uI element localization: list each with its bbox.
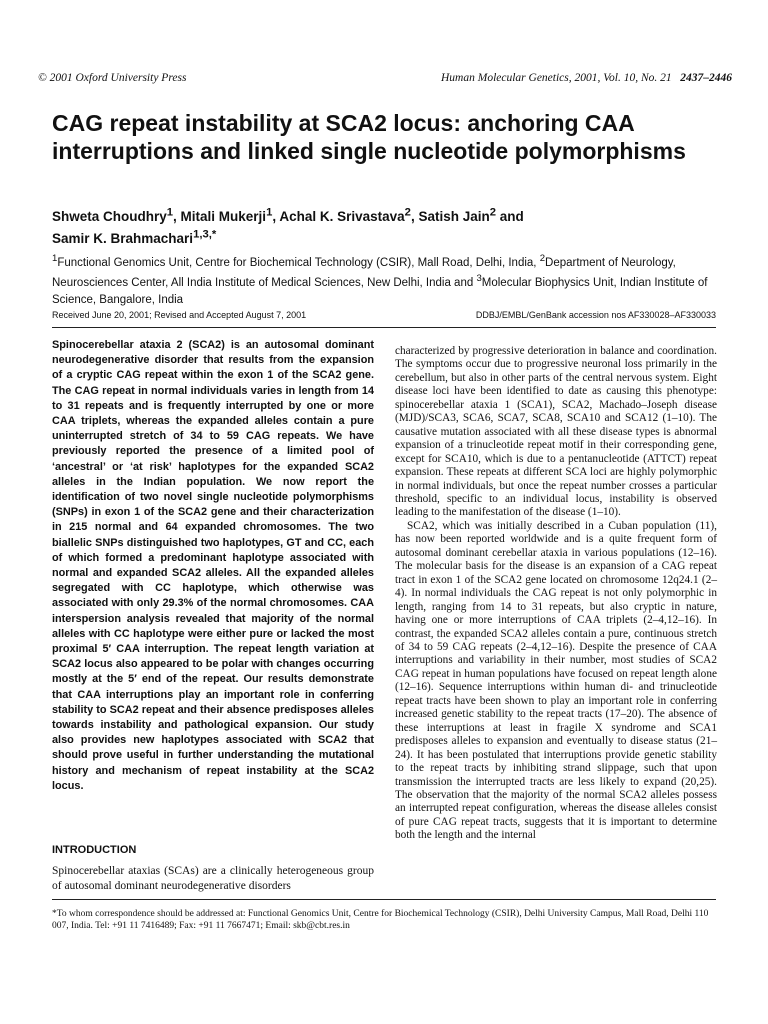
author: Achal K. Srivastava$^2$,: [279, 206, 419, 224]
affiliations: [52, 251, 732, 308]
copyright-notice: © 2001 Oxford University Press: [38, 72, 187, 84]
author: Shweta Choudhry$^1$,: [52, 206, 181, 224]
author: Samir K. Brahmachari$^{1,3,*}$: [52, 228, 217, 246]
right-column: [395, 345, 717, 843]
correspondence-footnote: *To whom correspondence should be addressed at: Functional Genomics Unit, Centre for Biochemical Technology (CSIR), Delhi University Campus, Mall Road, Delhi 110 007, India. Tel: +91 11 7416489; Fax: +91 11 7667471; Email: skb@cbt.res.in: [52, 909, 709, 931]
affiliation: $^1$Functional Genomics Unit, Centre for Biochemical Technology (CSIR), Mall Road, Delhi, India,: [52, 253, 540, 269]
journal-citation: [441, 72, 732, 84]
page-range: 2437–2446: [680, 72, 732, 84]
section-heading-introduction: INTRODUCTION: [52, 844, 137, 856]
introduction-text: Spinocerebellar ataxias (SCAs) are a clinically heterogeneous group of autosomal dominant neurodegenerative disorders: [52, 865, 374, 893]
divider-footnote: [52, 899, 716, 900]
abstract: Spinocerebellar ataxia 2 (SCA2) is an autosomal dominant neurodegenerative disorder that results from the expansion of a cryptic CAG repeat within the exon 1 of the SCA2 gene. The CAG repeat in normal individuals varies in length from 14 to 31 repeats and is frequently interrupted by one or more CAA triplets, whereas the expanded alleles contain a pure uninterrupted stretch of 34 to 59 CAG repeats. We have previously reported the presence of a limited pool of ‘ancestral’ or ‘at risk’ haplotypes for the expanded SCA2 alleles in the Indian population. We now report the identification of two novel single nucleotide polymorphisms (SNPs) in exon 1 of the SCA2 gene and their characterization in 215 normal and 64 expanded chromosomes. The two biallelic SNPs distinguished two haplotypes, GT and CC, each of which formed a predominant haplotype associated with normal and expanded SCA2 alleles. All the expanded alleles segregated with CC haplotype, which otherwise was associated with only 29.3% of the normal chromosomes. CAA interspersion analysis revealed that majority of the normal alleles with CC haplotype were either pure or lacked the most proximal 5′ CAA interruption. The repeat length variation at SCA2 locus also appeared to be polar with changes occurring mostly at the 5′ end of the repeat. Our results demonstrate that CAA interruptions play an important role in conferring stability to SCA2 repeat and their absence predisposes alleles towards instability and pathological expansion. Our study also provides new haplotypes associated with SCA2 that should prove useful in further understanding the mutational history and mechanism of repeat instability at the SCA2 locus.: [52, 339, 374, 792]
paragraph: SCA2, which was initially described in a Cuban population (11), has now been reported worldwide and is a quite frequent form of autosomal dominant cerebellar ataxia in various populations (12–16). The molecular basis for the disease is an expansion of a CAG repeat tract in exon 1 of the SCA2 gene located on chromosome 12q24.1 (2–4). In normal individuals the CAG repeat is not only polymorphic in length, ranging from 14 to 31 repeats, but also cryptic in nature, having one or more interruptions of CAA triplets (2–4,12–16). In contrast, the expanded SCA2 alleles contain a pure, continuous stretch of 34 to 59 CAG repeats (2–4,12–16). Despite the presence of CAA interruptions and variability in their number, most studies of SCA2 CAG repeat in human populations have focused on repeat length alone (12–16). Sequence interruptions within human di- and trinucleotide repeat tracts have been shown to play an important role in conferring increased genetic stability to the repeat tracts (17–20). The absence of these interruptions at least in fragile X syndrome and SCA1 predisposes alleles to expansion and eventually to disease status (21–24). It has been postulated that interruptions provide genetic stability to the repeat tracts by inhibiting strand slippage, such that upon transmission the interrupted tracts are less likely to expand (20,25). The observation that the majority of the normal SCA2 alleles possess an interrupted repeat configuration, whereas the disease alleles consist of pure CAG repeat tracts, suggests that it is important to determine both the length and the internal: [395, 519, 717, 842]
divider-top: [52, 327, 716, 328]
author: Satish Jain$^2$ and: [418, 206, 524, 224]
author-list: [52, 203, 732, 248]
article-title: CAG repeat instability at SCA2 locus: anchoring CAA interruptions and linked single nucleotide polymorphisms: [52, 110, 686, 164]
author: Mitali Mukerji$^1$,: [180, 206, 280, 224]
paragraph: characterized by progressive deterioration in balance and coordination. The symptoms occur due to progressive neuronal loss primarily in the cerebellum, but also in other parts of the central nervous system. Eight disease loci have been identified to date as causing this phenotype: spinocerebellar ataxia 1 (SCA1), SCA2, Machado–Joseph disease (MJD)/SCA3, SCA6, SCA7, SCA8, SCA10 and SCA12 (1–10). The causative mutation associated with all these disease types is abnormal expansion of a trinucleotide repeat motif in their corresponding gene, except for SCA10, which is due to a pentanucleotide (ATTCT) repeat expansion. These repeats at different SCA loci are highly polymorphic in normal individuals, but once the repeat number crosses a particular threshold, specific to an individual locus, instability is observed leading to the manifestation of the disease (1–10).: [395, 345, 717, 519]
accession-numbers: DDBJ/EMBL/GenBank accession nos AF330028–AF330033: [475, 310, 716, 320]
received-dates: Received June 20, 2001; Revised and Accepted August 7, 2001: [52, 310, 307, 320]
journal-name: Human Molecular Genetics, 2001, Vol. 10, No. 21: [441, 72, 672, 84]
affiliation: $^3$Molecular Biophysics Unit, Indian Institute of Science, Bangalore, India: [52, 273, 708, 306]
affiliation: $^2$Department of Neurology, Neurosciences Center, All India Institute of Medical Sciences, New Delhi, India and: [52, 253, 676, 290]
